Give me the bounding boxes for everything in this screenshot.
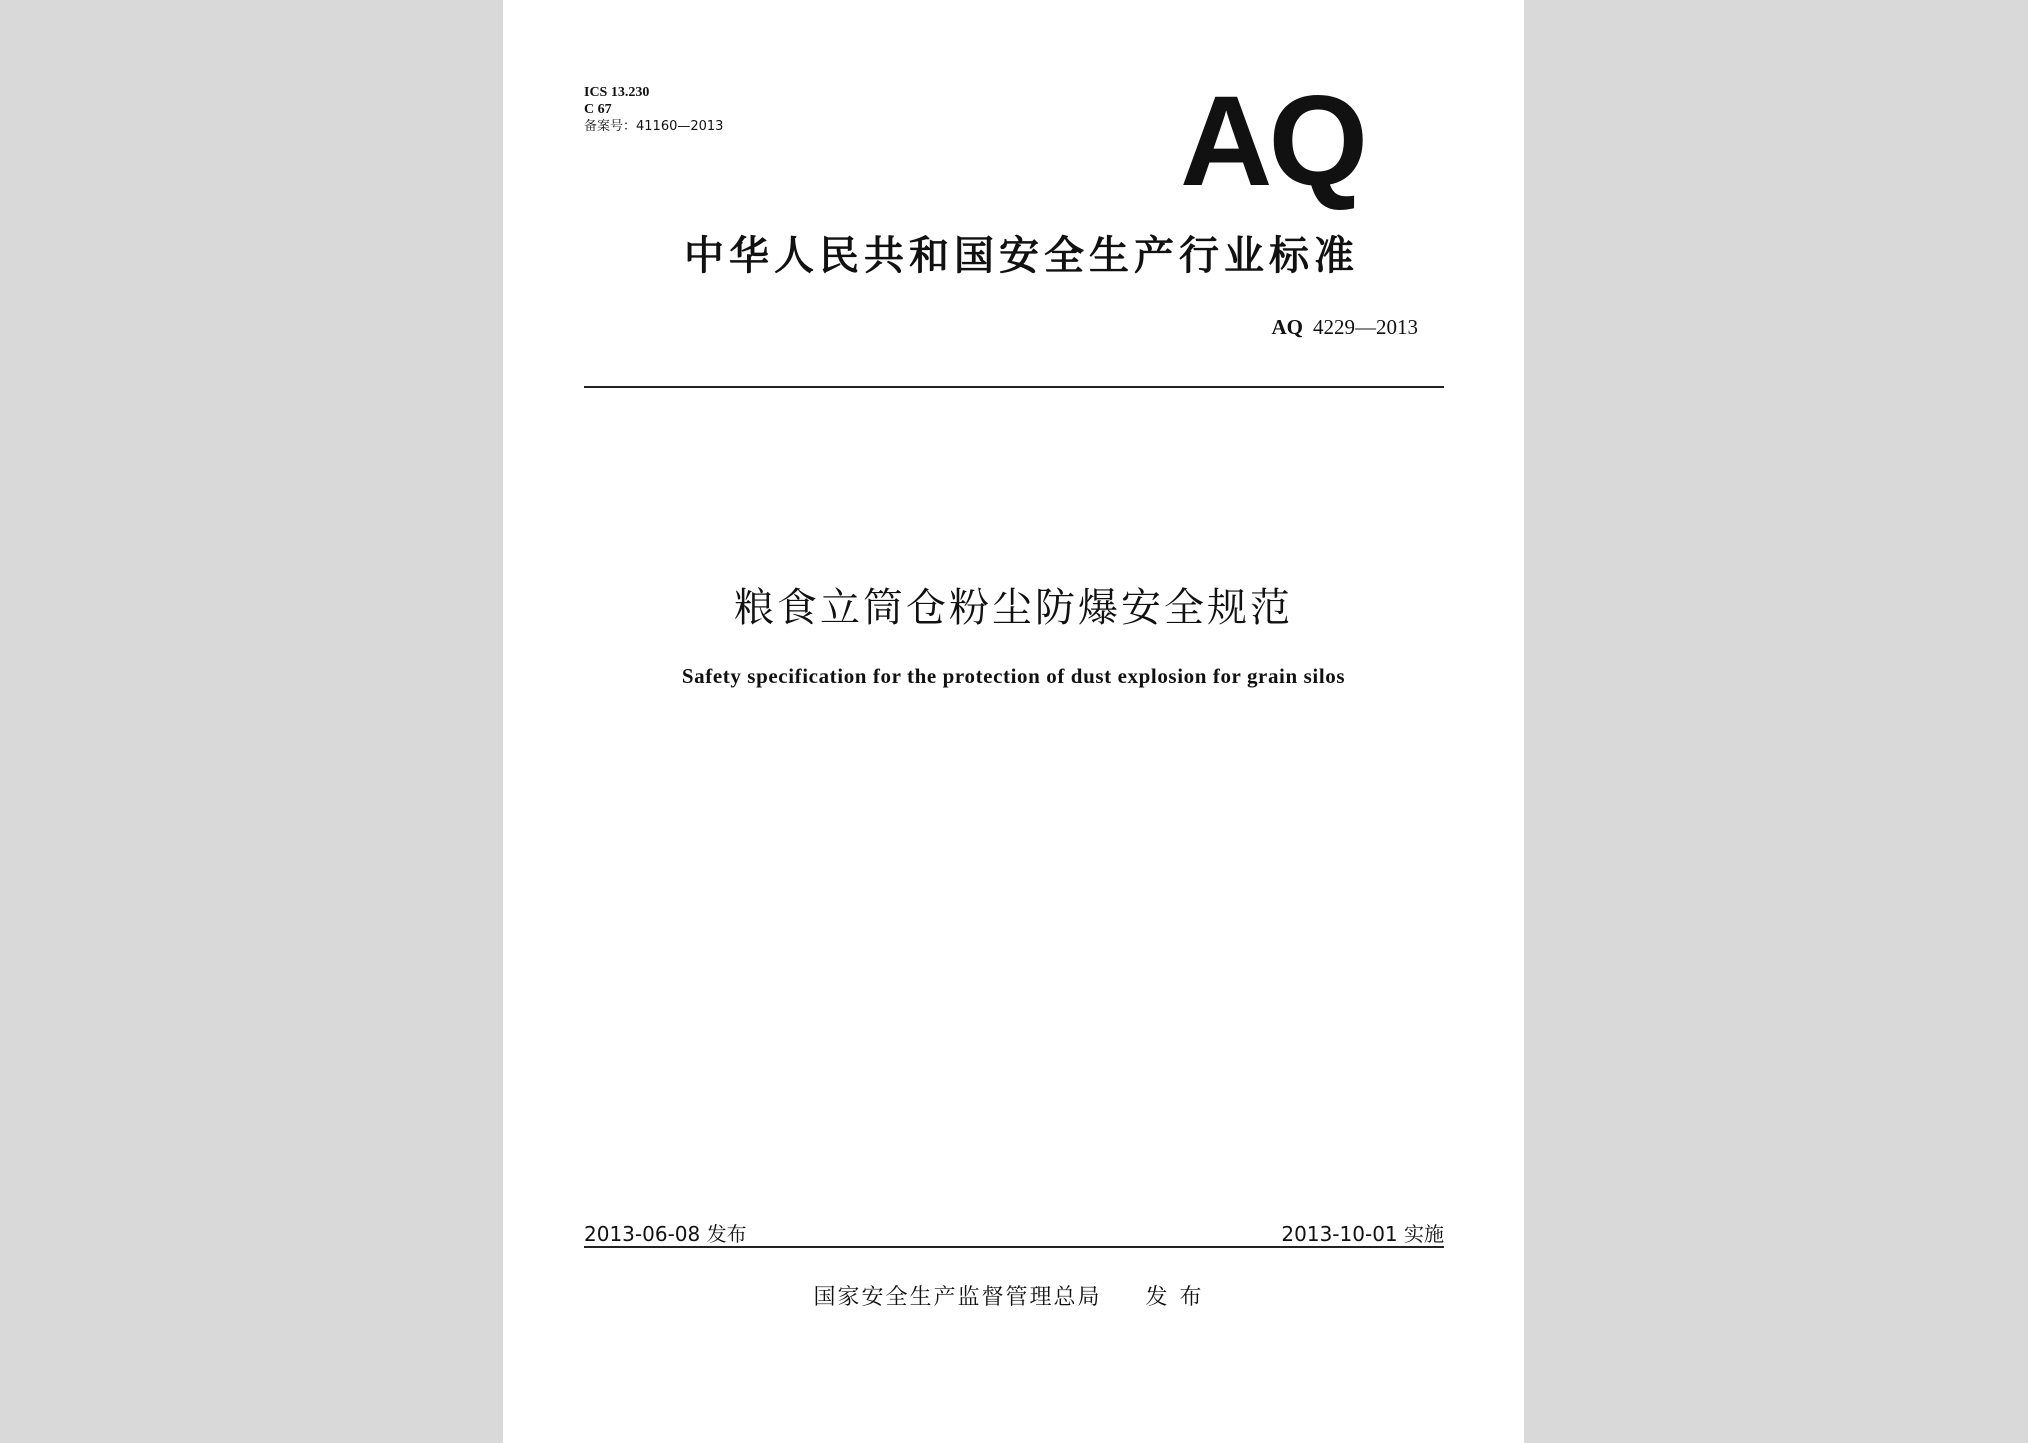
document-title-english: Safety specification for the protection of dust explosion for grain silos	[681, 664, 1346, 688]
standard-code-prefix: AQ	[1271, 315, 1303, 339]
top-divider	[584, 386, 1444, 388]
effective-date: 2013-10-01 实施	[1281, 1222, 1444, 1246]
issue-action: 发布	[1145, 1285, 1214, 1310]
standard-code-number: 4229—2013	[1313, 315, 1418, 339]
aq-logo: AQ	[1180, 70, 1364, 213]
standard-code	[1272, 315, 1419, 340]
issue-date: 2013-06-08 发布	[584, 1222, 747, 1246]
document-title-chinese: 粮食立筒仓粉尘防爆安全规范	[734, 585, 1293, 631]
issuer-name: 国家安全生产监督管理总局	[813, 1285, 1102, 1310]
bottom-divider	[584, 1246, 1444, 1248]
ics-code: ICS 13.230	[584, 85, 650, 100]
ccs-code: C 67	[584, 102, 612, 117]
standard-category-title: 中华人民共和国安全生产行业标准	[684, 233, 1359, 279]
classification-block	[584, 84, 723, 135]
issuer-line	[503, 1280, 1524, 1311]
filing-number: 备案号：41160—2013	[584, 119, 724, 134]
document-page	[503, 0, 1524, 1443]
